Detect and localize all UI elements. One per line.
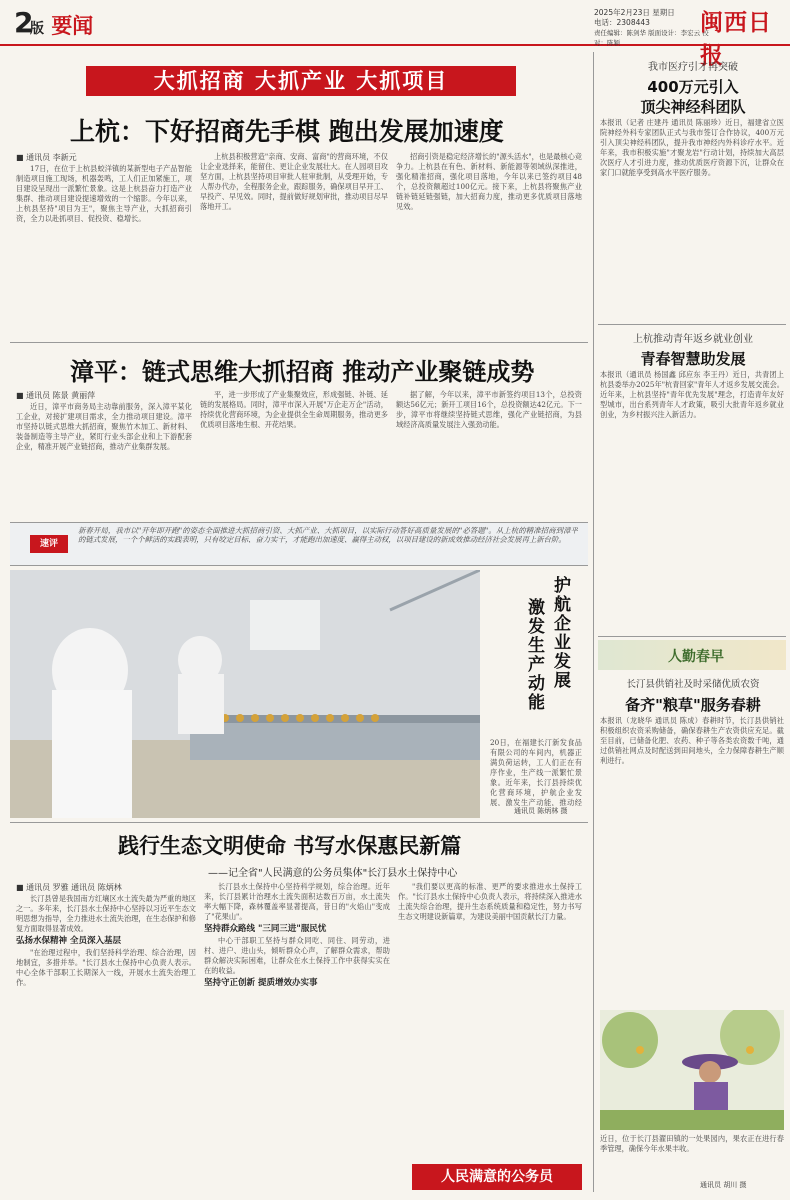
phone-number: 电话：2308443 <box>594 18 650 27</box>
side3-title: 备齐"粮草"服务春耕 <box>625 696 761 714</box>
article1-byline: ■ 通讯员 李新元 <box>16 153 77 162</box>
divider <box>598 324 786 325</box>
side3-kicker: 长汀县供销社及时采储优质农资 <box>626 679 760 690</box>
article3-column-1 <box>16 894 196 1194</box>
orchard-caption: 近日，位于长汀县濯田镇的一处果园内，果农正在进行春季管理，确保今年水果丰收。 <box>600 1134 784 1153</box>
factory-photo <box>10 570 480 818</box>
side3-text: 本报讯（龙晓华 通讯员 陈成）春耕时节，长汀县供销社积极组织农资采购储备，确保春耕生产农资供应充足。截至目前，已储备化肥、农药、种子等各类农资数千吨，通过供销社网点及时配送到田间地头，全力保障春耕生产顺利进行。 <box>600 716 784 765</box>
series-footer-box: 人民满意的公务员 <box>412 1164 582 1190</box>
article2-column-3 <box>396 390 582 520</box>
article3-text-1b: "在治理过程中，我们坚持科学治理、综合治理，因地制宜，多措并举。"长汀县水土保持中心负责人表示。中心全体干部职工长期深入一线，开展水土流失治理工作。 <box>16 948 196 987</box>
photo-title-a: 护航企业发展 <box>550 576 570 690</box>
divider <box>598 636 786 637</box>
photo-credit: 通讯员 陈炳林 摄 <box>514 807 568 815</box>
article1-text-1: 17日，在位于上杭县蛟洋镇的某新型电子产品智能制造项目施工现场，机器轰鸣，工人们正加紧施工，项目建设呈现出一派繁忙景象。这是上杭县奋力打造产业集群、推动项目建设提速增效的一个缩影。今年以来，上杭县坚持"项目为王"，聚焦主导产业，大抓招商引资，全力以赴抓项目、促投资、稳增长。 <box>16 164 192 223</box>
article2-column-2 <box>200 390 388 520</box>
side1-kicker: 我市医疗引才再突破 <box>648 62 738 73</box>
side2-title: 青春智慧助发展 <box>640 350 746 368</box>
side1-title-line1: 400万元引入 <box>647 78 739 96</box>
issue-date: 2025年2月23日 星期日 <box>594 8 675 17</box>
orchard-illustration <box>600 1010 784 1130</box>
article2-headline: 漳平：链式思维大抓招商 推动产业聚链成势 <box>70 358 535 386</box>
section-title: 要闻 <box>51 14 94 38</box>
article3-text-1: 长汀县曾是我国南方红壤区水土流失最为严重的地区之一。多年来，长汀县水土保持中心坚持以习近平生态文明思想为指导，全力推进水土流失治理，在生态保护和修复方面取得显著成效。 <box>16 894 196 933</box>
factory-illustration <box>10 570 480 818</box>
article1-text-2: 上杭县积极营造"亲商、安商、富商"的营商环境，不仅让企业选择来，能留住、更让企业发展壮大。在人园项目攻坚方面，上杭县坚持项目审批人驻审批制，从受理开始，专人帮办代办，全程服务企业，跟踪服务，确保项目早开工、早投产、早见效。同时，提前做好规划审批，推动项目尽早落地开工。 <box>200 152 388 211</box>
article3-text-2b: 中心干部职工坚持与群众同吃、同住、同劳动，进村、进户、进山头，倾听群众心声，了解群众需求，帮助群众解决实际困难，让群众在水土保持工作中获得实实在在的收益。 <box>204 936 390 975</box>
express-review-text: 新春开局，我市以"开年即开跑"的姿态全面推进大抓招商引资、大抓产业、大抓项目，以实际行动答好高质量发展的"必答题"。从上杭的精准招商到漳平的链式发展，一个个鲜活的实践表明，只有咬定目标、奋力实干，才能跑出加速度、赢得主动权，以项目建设的新成效推动经济社会发展再上新台阶。 <box>78 526 578 544</box>
article3-column-2 <box>204 882 390 1194</box>
side2-kicker: 上杭推动青年返乡就业创业 <box>633 334 753 345</box>
article1-headline: 上杭：下好招商先手棋 跑出发展加速度 <box>70 117 504 146</box>
orchard-photo <box>600 1010 784 1130</box>
article3-text-2: 长汀县水土保持中心坚持科学规划，综合治理。近年来，长汀县累计治理水土流失面积达数百万亩，水土流失率大幅下降，森林覆盖率显著提高，昔日的"火焰山"变成了"花果山"。 <box>204 882 390 921</box>
spring-farming-label <box>598 640 786 670</box>
article1-text-3: 招商引资是稳定经济增长的"源头活水"，也是最核心竞争力。上杭县在有色、新材料、新能源等领域纵深推进，强化精准招商，强化项目落地，今年以来已签约项目48个，总投资额超过100亿元。接下来，上杭县将聚焦产业链补链延链强链，加大招商力度，推动更多优质项目落地见效。 <box>396 152 582 211</box>
article3-column-3 <box>398 882 582 1154</box>
article2-byline: ■ 通讯员 陈景 黄丽萍 <box>16 391 96 400</box>
article2-text-2: 平，进一步形成了产业集聚效应，形成强链、补链、延链的发展格局。同时，漳平市深入开展"万企走万企"活动，持续优化营商环境，为企业提供全生命周期服务，推动更多优质项目落地生根、开花结果。 <box>200 390 388 429</box>
side1-title-line2: 顶尖神经科团队 <box>640 98 746 116</box>
masthead-meta <box>594 8 714 48</box>
photo-title-b: 激发生产动能 <box>524 598 544 712</box>
article3-subhead: ——记全省"人民满意的公务员集体"长汀县水土保持中心 <box>208 868 458 879</box>
article1-column-2 <box>200 152 388 332</box>
article3-text-3: "我们要以更高的标准、更严的要求推进水土保持工作。"长汀县水土保持中心负责人表示，将持续深入推进水土流失综合治理，提升生态系统质量和稳定性，努力书写生态文明建设新篇章，为建设美丽中国贡献长汀力量。 <box>398 882 582 921</box>
article3-subheading-1: 弘扬水保精神 全员深入基层 <box>16 936 121 946</box>
newspaper-logo: 闽西日报 <box>700 9 772 69</box>
page-number: 2 <box>14 6 34 39</box>
orchard-credit: 通讯员 胡川 摄 <box>700 1181 747 1189</box>
express-review-badge: 速评 <box>30 535 68 553</box>
page-suffix: 版 <box>30 21 44 37</box>
sidebar-divider <box>593 52 594 1192</box>
article1-column-3 <box>396 152 582 332</box>
spring-farming-label-text: 人勤春早 <box>668 649 724 665</box>
photo-caption: 20日，在福建长汀新发食品有限公司的车间内，机器正满负荷运转，工人们正在有序作业，生产线一派繁忙景象。近年来，长汀县持续优化营商环境，护航企业发展，激发生产动能，推动经 <box>490 738 582 806</box>
editor-credits: 责任编辑：陈剑华 版面设计：李宏云 校对：陈颖 <box>594 29 709 47</box>
side2-text: 本报讯（通讯员 杨国鑫 邱应东 李王丹）近日，共青团上杭县委举办2025年"杭青回家"青年人才返乡发展交流会。近年来，上杭县坚持"青年优先发展"理念，打造青年友好型城市，出台系列青年人才政策，吸引大批青年返乡就业创业，为乡村振兴注入新活力。 <box>600 370 784 419</box>
express-review-box <box>10 522 588 566</box>
section-name <box>30 10 93 40</box>
divider <box>10 342 588 343</box>
theme-banner: 大抓招商 大抓产业 大抓项目 <box>86 66 516 96</box>
article3-subheading-3: 坚持守正创新 提质增效办实事 <box>204 978 318 988</box>
article2-text-1: 近日，漳平市商务局主动靠前服务，深入漳平某化工企业，对接扩建项目需求，全力推动项目建设。漳平市坚持以链式思维大抓招商，聚焦竹木加工、新材料、装备制造等主导产业，紧盯行业头部企业和上下游配套企业，精准开展产业链招商，推动产业集群发展。 <box>16 402 192 451</box>
article3-byline: ■ 通讯员 罗雅 通讯员 陈炳林 <box>16 883 122 892</box>
article3-headline: 践行生态文明使命 书写水保惠民新篇 <box>118 834 462 858</box>
side1-text: 本报讯（记者 庄建丹 通讯员 陈丽珍）近日，福建省立医院神经外科专家团队正式与我市签订合作协议，400万元引入顶尖神经科团队，提升我市神经内外科诊疗水平。近年来，我市积极实施"才聚龙岩"行动计划，持续加大高层次医疗人才引进力度，推动优质医疗资源下沉，让群众在家门口就能享受到高水平医疗服务。 <box>600 118 784 177</box>
divider <box>10 822 588 823</box>
article1-column-1 <box>16 164 192 332</box>
article2-column-1 <box>16 402 192 520</box>
article3-subheading-2: 坚持群众路线 "三同三进"服民忧 <box>204 924 327 934</box>
article2-text-3: 据了解，今年以来，漳平市新签约项目13个，总投资额达56亿元；新开工项目16个，总投资额达42亿元。下一步，漳平市将继续坚持链式思维，强化产业链招商，为县域经济高质量发展注入强劲动能。 <box>396 390 582 429</box>
